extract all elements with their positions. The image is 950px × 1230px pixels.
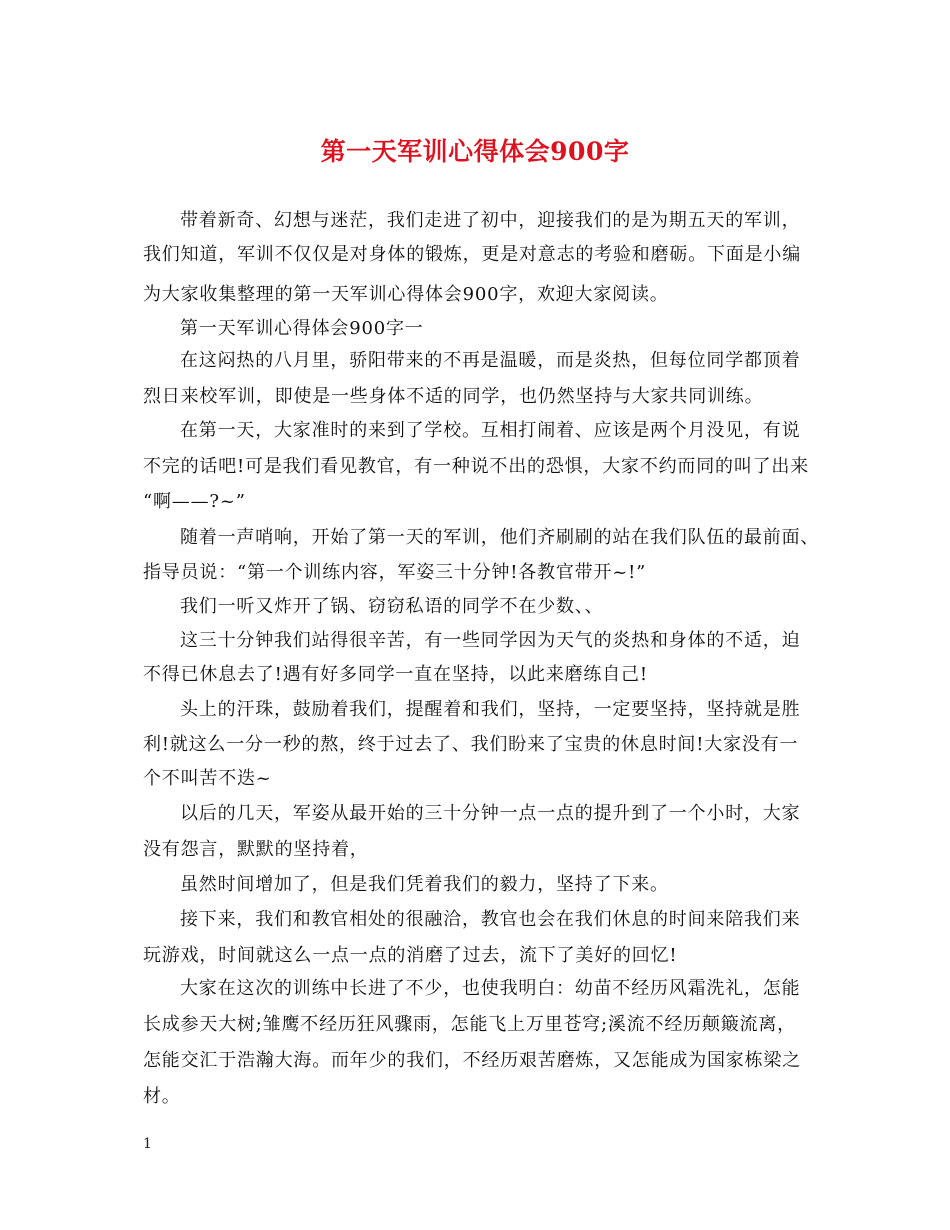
page-number: 1: [143, 1136, 152, 1152]
section-heading: 第一天军训心得体会900字一: [180, 318, 424, 339]
paragraph-line: 头上的汗珠，鼓励着我们，提醒着和我们，坚持，一定要坚持，坚持就是胜: [180, 699, 801, 720]
paragraph-line: 不得已休息去了!遇有好多同学一直在坚持，以此来磨练自己!: [143, 664, 648, 685]
paragraph-line: 随着一声哨响，开始了第一天的军训，他们齐刷刷的站在我们队伍的最前面、: [180, 527, 820, 548]
paragraph-line: 指导员说：“第一个训练内容，军姿三十分钟!各教官带开~!”: [143, 562, 647, 583]
paragraph-line: 大家在这次的训练中长进了不少，也使我明白：幼苗不经历风霜洗礼，怎能: [180, 978, 801, 999]
paragraph-line: 利!就这么一分一秒的熬，终于过去了、我们盼来了宝贵的休息时间!大家没有一: [143, 734, 799, 755]
paragraph-line: 烈日来校军训，即使是一些身体不适的同学，也仍然坚持与大家共同训练。: [143, 386, 764, 407]
paragraph-line: 我们知道，军训不仅仅是对身体的锻炼，更是对意志的考验和磨砺。下面是小编: [143, 244, 801, 265]
paragraph-line: 带着新奇、幻想与迷茫，我们走进了初中，迎接我们的是为期五天的军训，: [180, 210, 801, 231]
paragraph-line: 玩游戏，时间就这么一点一点的消磨了过去，流下了美好的回忆!: [143, 945, 678, 966]
paragraph-line: 接下来，我们和教官相处的很融洽，教官也会在我们休息的时间来陪我们来: [180, 909, 801, 930]
paragraph-line: 我们一听又炸开了锅、窃窃私语的同学不在少数、、: [180, 596, 604, 617]
paragraph-line: 长成参天大树;雏鹰不经历狂风骤雨，怎能飞上万里苍穹;溪流不经历颠簸流离，: [143, 1014, 796, 1035]
paragraph-line: 虽然时间增加了，但是我们凭着我们的毅力，坚持了下来。: [180, 874, 669, 895]
document-title: 第一天军训心得体会900字: [320, 137, 630, 166]
paragraph-line: 在这闷热的八月里，骄阳带来的不再是温暖，而是炎热，但每位同学都顶着: [180, 350, 801, 371]
paragraph-line: 在第一天，大家准时的来到了学校。互相打闹着、应该是两个月没见，有说: [180, 420, 801, 441]
paragraph-line: 不完的话吧!可是我们看见教官，有一种说不出的恐惧，大家不约而同的叫了出来: [143, 456, 810, 477]
paragraph-line: 怎能交汇于浩瀚大海。而年少的我们，不经历艰苦磨炼，又怎能成为国家栋梁之: [143, 1050, 801, 1071]
paragraph-line: 这三十分钟我们站得很辛苦，有一些同学因为天气的炎热和身体的不适，迫: [180, 630, 801, 651]
paragraph-line: 为大家收集整理的第一天军训心得体会900字，欢迎大家阅读。: [143, 284, 669, 305]
paragraph-line: “啊——?~”: [143, 491, 246, 512]
paragraph-line: 没有怨言，默默的坚持着，: [143, 839, 369, 860]
paragraph-line: 以后的几天，军姿从最开始的三十分钟一点一点的提升到了一个小时，大家: [180, 803, 801, 824]
paragraph-line: 材。: [143, 1086, 181, 1107]
paragraph-line: 个不叫苦不迭~: [143, 768, 272, 789]
